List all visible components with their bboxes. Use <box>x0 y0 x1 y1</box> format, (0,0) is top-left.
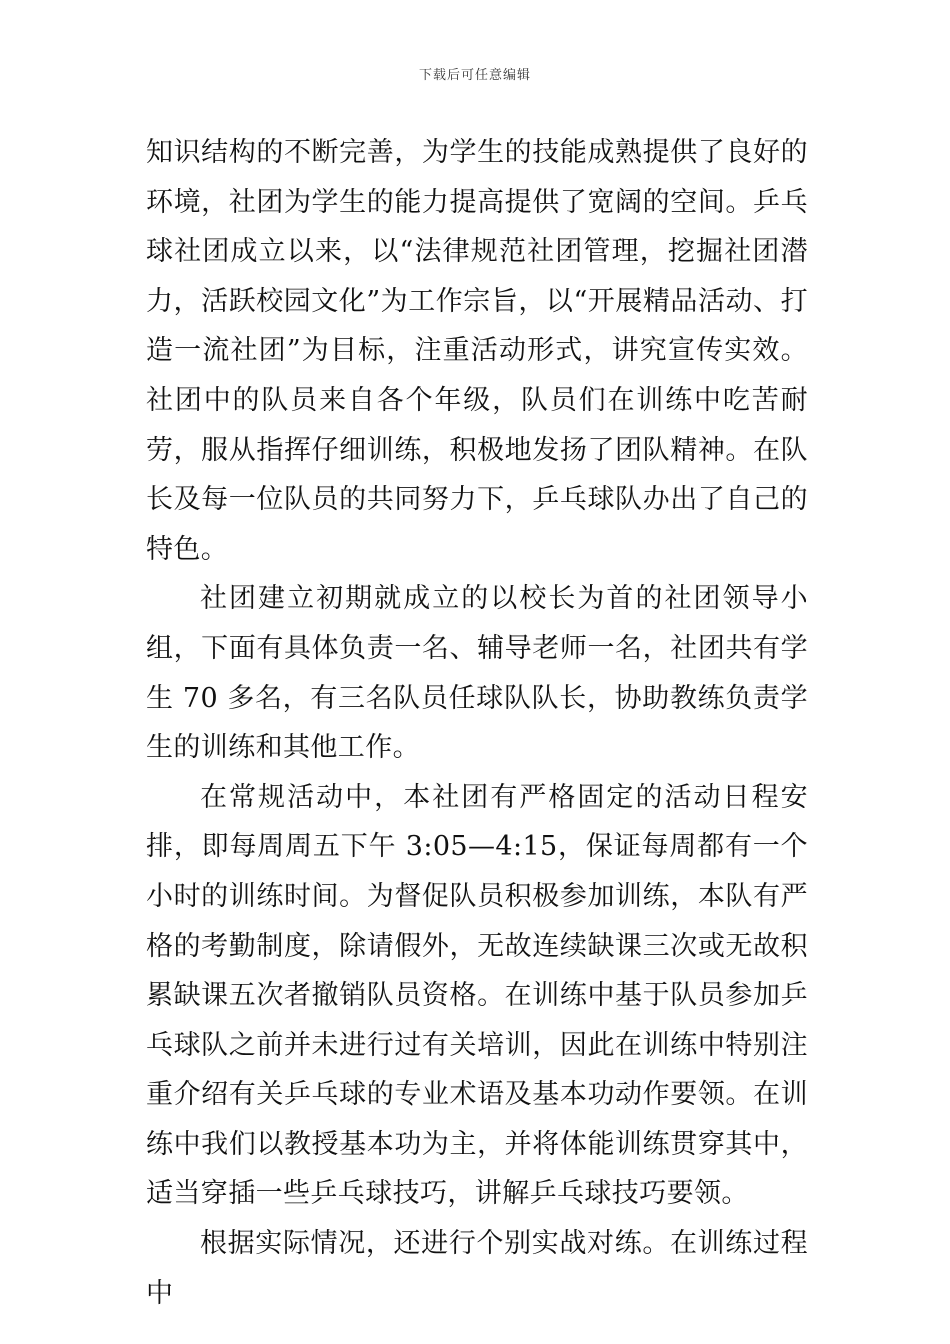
paragraph-schedule: 在常规活动中，本社团有严格固定的活动日程安排，即每周周五下午 3:05—4:15，保证每周都有一个小时的训练时间。为督促队员积极参加训练，本队有严格的考勤制度，除请假外，无故连续缺课三次或无故积累缺课五次者撤销队员资格。在训练中基于队员参加乒乓球队之前并未进行过有关培训，因此在训练中特别注重介绍有关乒乓球的专业术语及基本功动作要领。在训练中我们以教授基本功为主，并将体能训练贯穿其中，适当穿插一些乒乓球技巧，讲解乒乓球技巧要领。 <box>146 781 808 1210</box>
page-header-note: 下载后可任意编辑 <box>418 68 531 83</box>
paragraph-leadership: 社团建立初期就成立的以校长为首的社团领导小组，下面有具体负责一名、辅导老师一名，社团共有学生 70 多名，有三名队员任球队队长，协助教练负责学生的训练和其他工作。 <box>146 583 808 764</box>
paragraph-practice: 根据实际情况，还进行个别实战对练。在训练过程中 <box>146 1228 808 1309</box>
paragraph-continuation: 知识结构的不断完善，为学生的技能成熟提供了良好的环境，社团为学生的能力提高提供了宽阔的空间。乒乓球社团成立以来，以“法律规范社团管理，挖掘社团潜力，活跃校园文化”为工作宗旨，以“开展精品活动、打造一流社团”为目标，注重活动形式，讲究宣传实效。社团中的队员来自各个年级，队员们在训练中吃苦耐劳，服从指挥仔细训练，积极地发扬了团队精神。在队长及每一位队员的共同努力下，乒乓球队办出了自己的特色。 <box>146 137 808 565</box>
document-body <box>146 128 808 1318</box>
